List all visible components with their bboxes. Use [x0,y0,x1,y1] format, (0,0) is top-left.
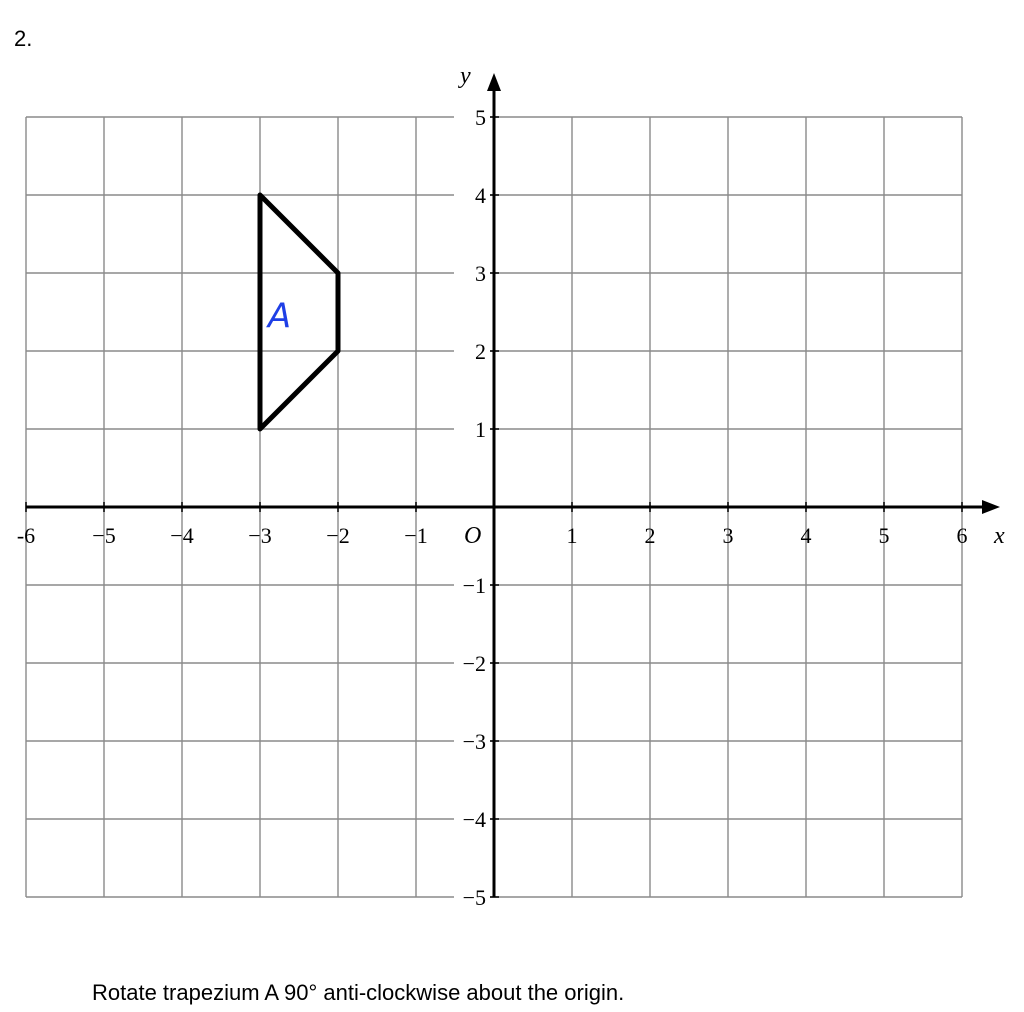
origin-label: O [464,523,482,549]
y-tick-label: 4 [475,183,486,208]
y-axis-arrow [487,73,501,91]
question-instruction: Rotate trapezium A 90° anti-clockwise about the origin. [92,980,625,1005]
y-axis-label: y [460,63,471,89]
x-axis-label: x [994,523,1005,549]
y-tick-label: −3 [462,729,486,754]
y-tick-label: 5 [475,105,486,130]
trapezium-label: A [267,296,292,337]
x-tick-label: 2 [644,523,656,548]
x-tick-label: −1 [404,523,428,548]
shapes [260,195,338,429]
x-tick-label: −3 [248,523,272,548]
x-axis-arrow [982,500,1000,514]
x-tick-label: −2 [326,523,350,548]
y-tick-label: 2 [475,339,486,364]
x-tick-label: −5 [92,523,116,548]
question-number: 2. [14,26,33,51]
axes [26,63,1005,897]
y-tick-label: 1 [475,417,486,442]
x-tick-label: 5 [878,523,890,548]
x-tick-label: 6 [956,523,968,548]
y-tick-label: −5 [462,885,486,910]
y-tick-label: −4 [462,807,486,832]
x-tick-label: 4 [800,523,812,548]
y-tick-label: −1 [462,573,486,598]
x-tick-label: -6 [16,523,36,548]
y-tick-label: 3 [475,261,486,286]
x-tick-label: 3 [722,523,734,548]
x-tick-label: −4 [170,523,194,548]
x-tick-label: 1 [566,523,578,548]
y-tick-label: −2 [462,651,486,676]
